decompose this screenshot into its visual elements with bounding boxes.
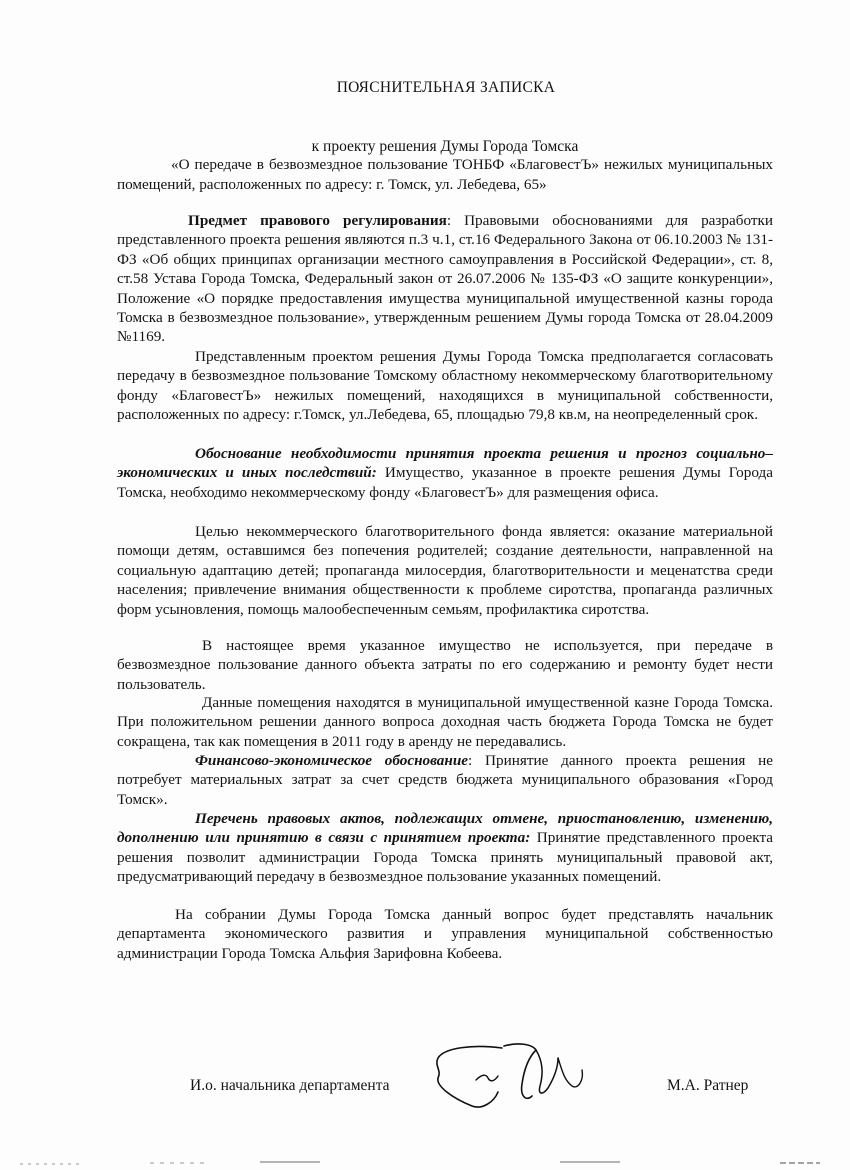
paragraph-proposal [117,347,773,425]
paragraph-body: Представленным проектом решения Думы Города Томска предполагается согласовать передачу в безвозмездное пользование Томскому областному некоммерческому благотворительному фонду «БлаговестЪ» нежилых помещений, находящихся в муниципальной собственности, расположенных по адресу: г.Томск, ул.Лебедева, 65, площадью 79,8 кв.м, на неопределенный срок. [117,348,773,424]
paragraph-presenter [117,905,773,963]
paragraph-body: Целью некоммерческого благотворительного фонда является: оказание материальной помощи детям, оставшимся без попечения родителей; создание деятельности, направленной на социальную адаптацию детей; пропаганда милосердия, благотворительности и меценатства среди населения; привлечение внимания общественности к проблеме сиротства, пропаганда различных форм усыновления, помощь малообеспеченным семьям, профилактика сиротства. [117,523,773,618]
paragraph-body: Принятие представленного проекта решения позволит администрации Города Томска принять муниципальный правовой акт, предусматривающий передачу в безвозмездное пользование указанных помещений. [117,829,774,886]
paragraph-legal-acts [117,809,773,887]
paragraph-body: В настоящее время указанное имущество не используется, при передаче в безвозмездное пользование данного объекта затраты по его содержанию и ремонту будет нести пользователь. [117,637,773,693]
paragraph-budget [117,693,773,751]
paragraph-lead: Предмет правового регулирования [188,212,447,229]
paragraph-body: : Правовыми обоснованиями для разработки представленного проекта решения являются п.3 ч.1, ст.16 Федерального Закона от 06.10.2003 № 131-ФЗ «Об общих принципах организации местного самоуправления в Российской Федерации», ст. 8, ст.58 Устава Города Томска, Федеральный закон от 26.07.2006 № 135-ФЗ «О защите конкуренции», Положение «О порядке предоставления имущества муниципальной имущественной казны города Томска в безвозмездное пользование», утвержденным решением Думы города Томска от 28.04.2009 №1169. [117,212,774,346]
paragraph-lead: Финансово-экономическое обоснование [195,752,469,769]
handwritten-signature [432,1036,602,1111]
document-title: ПОЯСНИТЕЛЬНАЯ ЗАПИСКА [336,79,556,96]
paragraph-body: Имущество, указанное в проекте решения Думы Города Томска, необходимо некоммерческому фонду «БлаговестЪ» для размещения офиса. [117,464,773,501]
paragraph-current-use [117,636,773,694]
paragraph-body: Данные помещения находятся в муниципальной имущественной казне Города Томска. При положительном решении данного вопроса доходная часть бюджета Города Томска не будет сокращена, так как помещения в 2011 году в аренду не передавались. [117,694,773,750]
paragraph-financial [117,751,773,809]
signature-title: И.о. начальника департамента [190,1077,390,1094]
paragraph-fund-goals [117,522,773,619]
signature-name: М.А. Ратнер [667,1077,749,1094]
scan-edge-artifacts [0,1158,850,1170]
paragraph-justification [117,444,773,502]
paragraph-lead: Обоснование необходимости принятия проекта решения и прогноз социально–экономических и иных последствий: [117,445,773,482]
paragraph-body: : Принятие данного проекта решения не потребует материальных затрат за счет средств бюджета муниципального образования «Город Томск». [117,752,773,808]
paragraph-legal-basis [117,211,773,347]
project-name: «О передаче в безвозмездное пользование ТОНБФ «БлаговестЪ» нежилых муниципальных помещений, расположенных по адресу: г. Томск, ул. Лебедева, 65» [117,156,773,193]
paragraph-body: На собрании Думы Города Томска данный вопрос будет представлять начальник департамента экономического развития и управления муниципальной собственностью администрации Города Томска Альфия Зарифовна Кобеева. [117,906,773,962]
document-subtitle: к проекту решения Думы Города Томска [311,138,579,155]
paragraph-lead: Перечень правовых актов, подлежащих отмене, приостановлению, изменению, дополнению или принятию в связи с принятием проекта: [117,810,773,847]
